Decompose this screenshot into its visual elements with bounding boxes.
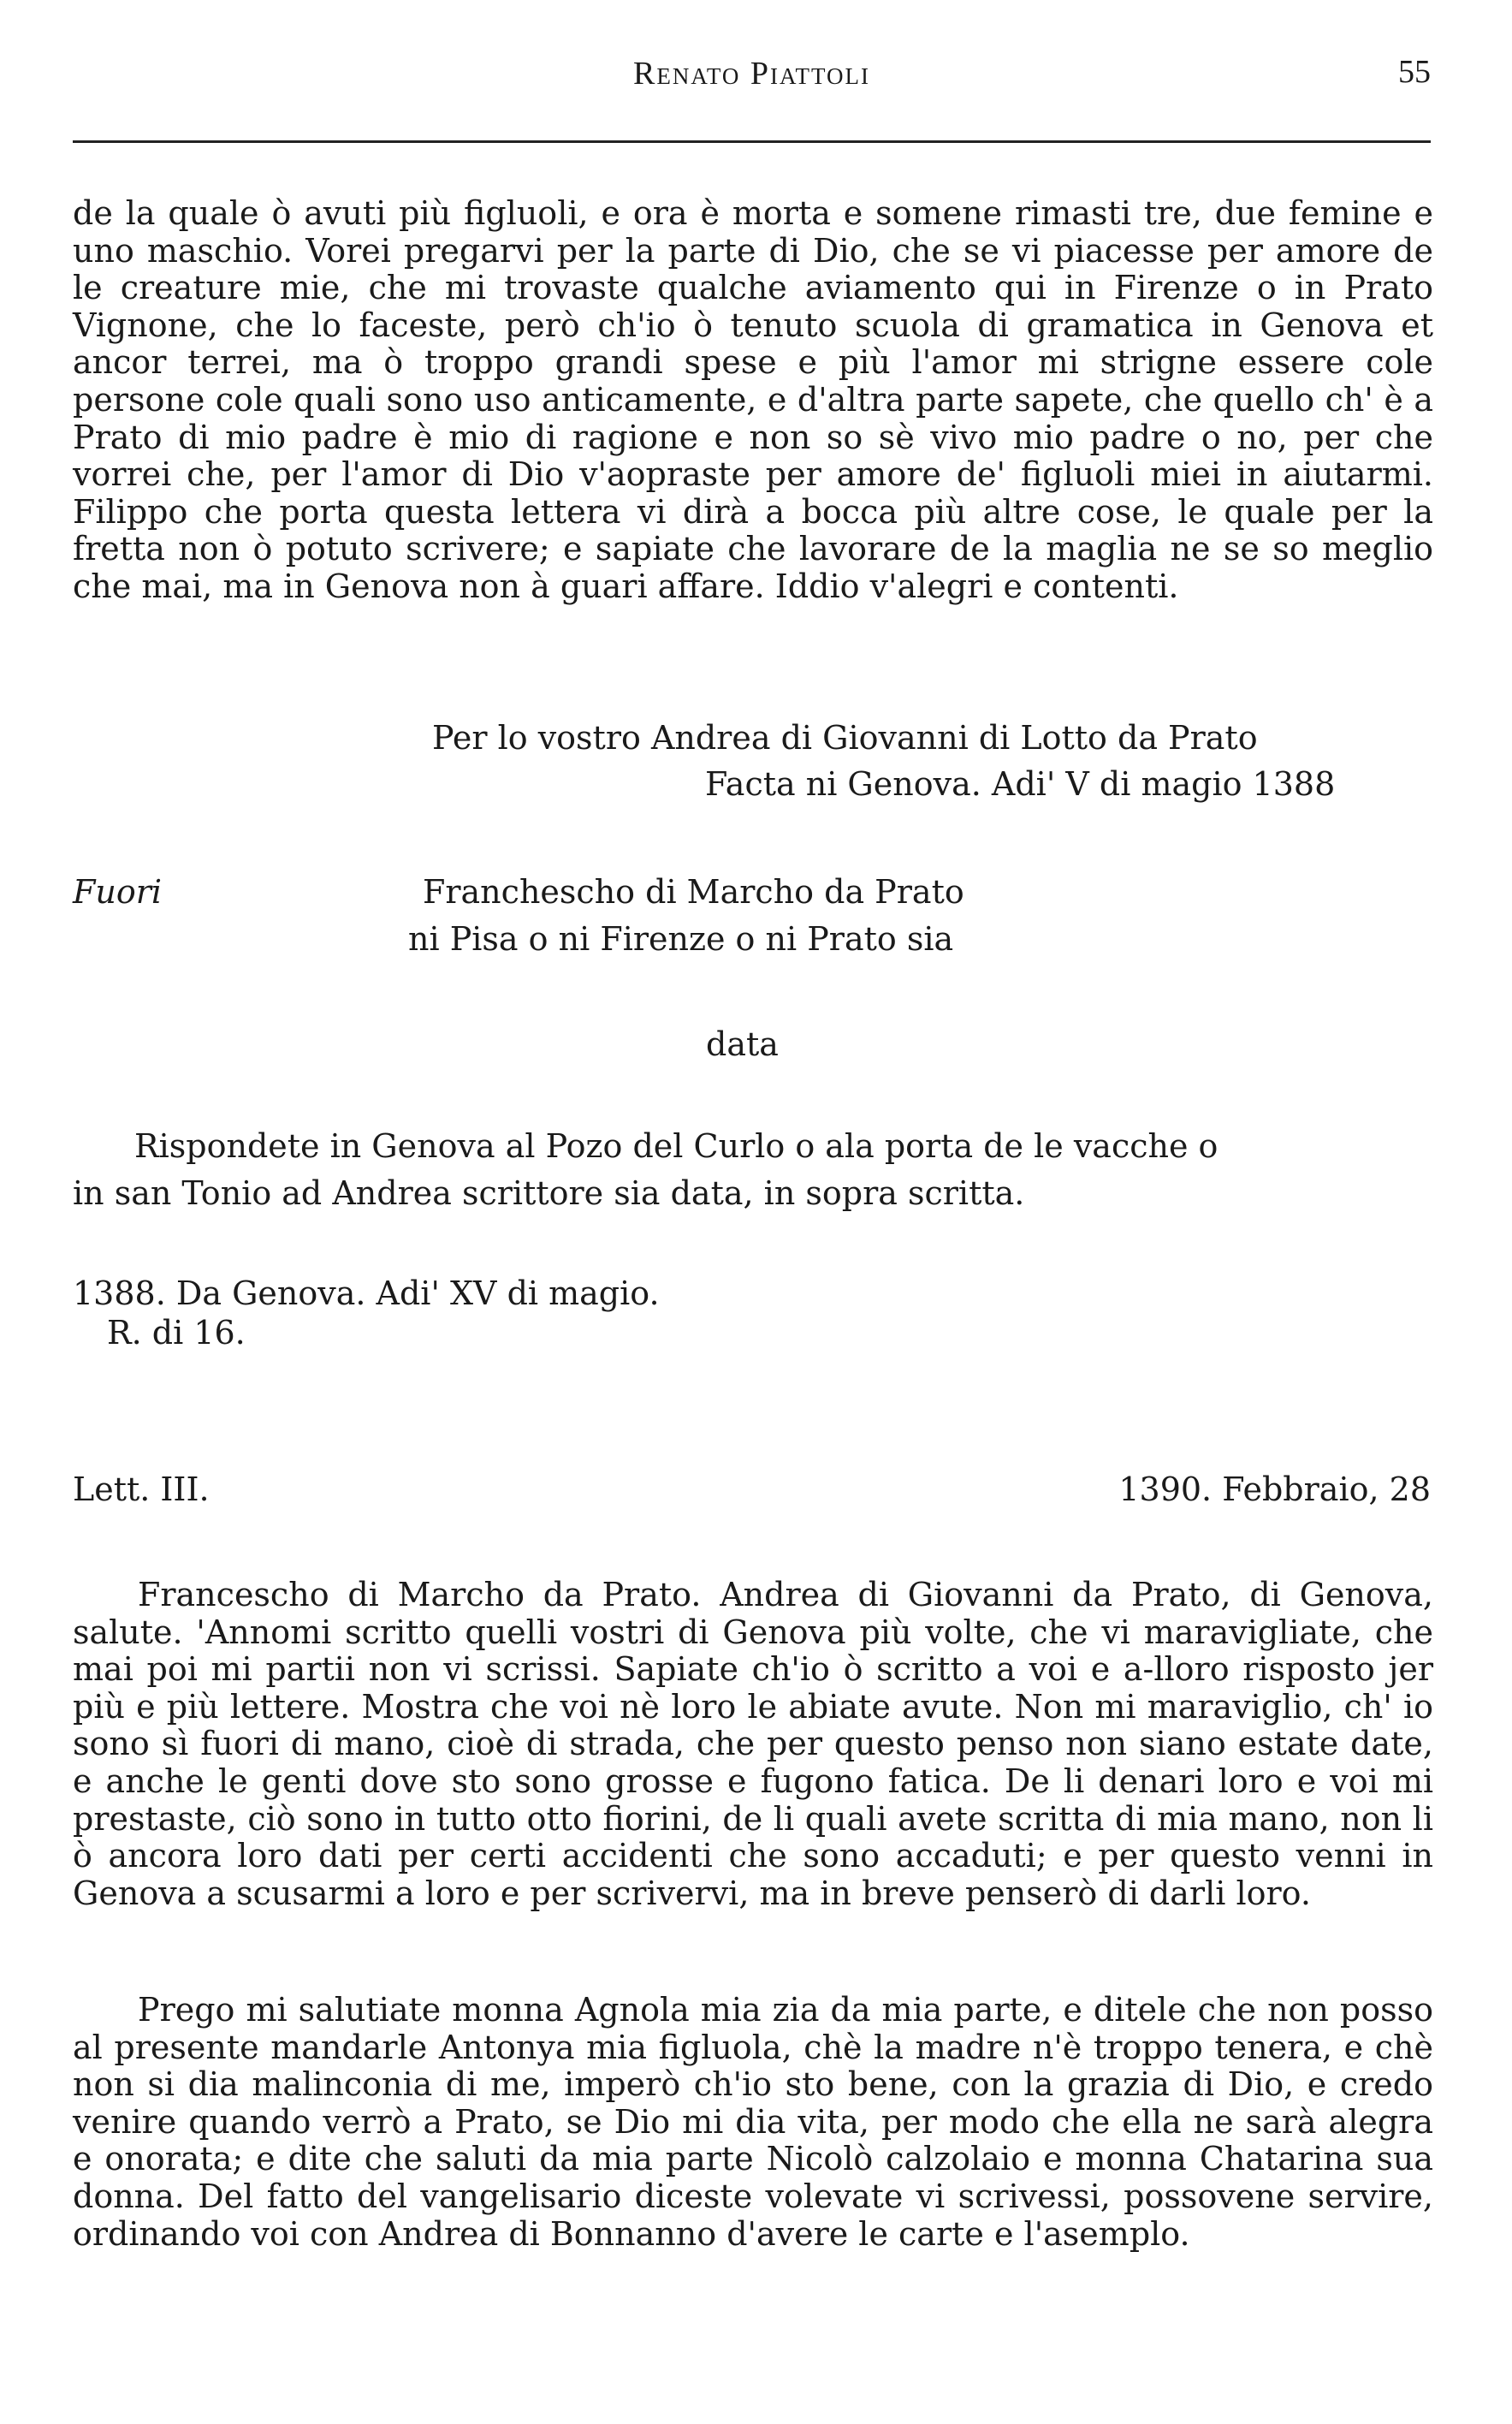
- running-title: Renato Piattoli: [633, 56, 870, 92]
- address-line: Francheschо di Marcho da Prato: [423, 873, 964, 911]
- address-data: data: [706, 1025, 779, 1063]
- header-rule: [73, 140, 1431, 143]
- letter-body-continuation: de la quale ò avuti più figluoli, e ora è morta e somene rimasti tre, due femine e uno maschio. Vorei pregarvi per la parte di Dio, che se vi piacesse per amore de le creature mie, che mi trovaste qualche aviamento qui in Firenze o in Prato Vignone, che lo faceste, però ch'io ò tenuto scuola di gramatica in Genova et ancor terrei, ma ò troppo grandi spese e più l'amor mi strigne essere cole persone cole quali sono uso anticamente, e d'altra parte sapete, che quello ch' è a Prato di mio padre è mio di ragione e non so sè vivo mio padre o no, per che vorrei che, per l'amor di Dio v'aopraste per amore de' figluoli miei in aiutarmi. Filippo che porta questa lettera vi dirà a bocca più altre cose, le quale per la fretta non ò potuto scrivere; e sapiate che lavorare de la maglia ne se so meglio che mai, ma in Genova non à guari affare. Iddio v'alegri e contenti.: [73, 194, 1433, 605]
- letter-label: Lett. III.: [73, 1470, 210, 1508]
- archival-note: R. di 16.: [107, 1314, 246, 1352]
- page-number: 55: [1398, 54, 1431, 90]
- reply-instruction: Rispondete in Genova al Pozo del Curlo o ala porta de le vacche o: [134, 1127, 1218, 1165]
- dateline: Facta ni Genova. Adi' V di magio 1388: [705, 765, 1336, 803]
- reply-instruction: in san Tonio ad Andrea scrittore sia data, in sopra scritta.: [73, 1174, 1025, 1212]
- archival-note: 1388. Da Genova. Adi' XV di magio.: [73, 1274, 660, 1312]
- address-label: Fuori: [73, 873, 163, 911]
- letter-paragraph: Prego mi salutiate monna Agnola mia zia da mia parte, e ditele che non posso al presente mandarle Antonya mia figluola, chè la madre n'è troppo tenera, e chè non si dia malinconia di me, imperò ch'io sto bene, con la grazia di Dio, e credo venire quando verrò a Prato, se Dio mi dia vita, per modo che ella ne sarà alegra e onorata; e dite che saluti da mia parte Nicolò calzolaio e monna Chatarina sua donna. Del fatto del vangelisario diceste volevate vi scrivessi, possovene servire, ordinando voi con Andrea di Bonnanno d'avere le carte e l'asemplo.: [73, 1991, 1433, 2253]
- running-head: [73, 50, 1431, 101]
- signature: Per lo vostro Andrea di Giovanni di Lotto da Prato: [432, 719, 1258, 757]
- address-line: ni Pisa o ni Firenze o ni Prato sia: [408, 920, 954, 958]
- letter-date: 1390. Febbraio, 28: [1118, 1470, 1431, 1508]
- letter-paragraph: Francescho di Marcho da Prato. Andrea di Giovanni da Prato, di Genova, salute. 'Annomi scritto quelli vostri di Genova più volte, che vi maravigliate, che mai poi mi partii non vi scrissi. Sapiate ch'io ò scritto a voi e a-lloro risposto jer più e più lettere. Mostra che voi nè loro le abiate avute. Non mi maraviglio, ch' io sono sì fuori di mano, cioè di strada, che per questo penso non siano estate date, e anche le genti dove sto sono grosse e fugono fatica. De li denari loro e voi mi prestaste, ciò sono in tutto otto fiorini, de li quali avete scritta di mia mano, non li ò ancora loro dati per certi accidenti che sono accaduti; e per questo venni in Genova a scusarmi a loro e per scrivervi, ma in breve penserò di darli loro.: [73, 1576, 1433, 1912]
